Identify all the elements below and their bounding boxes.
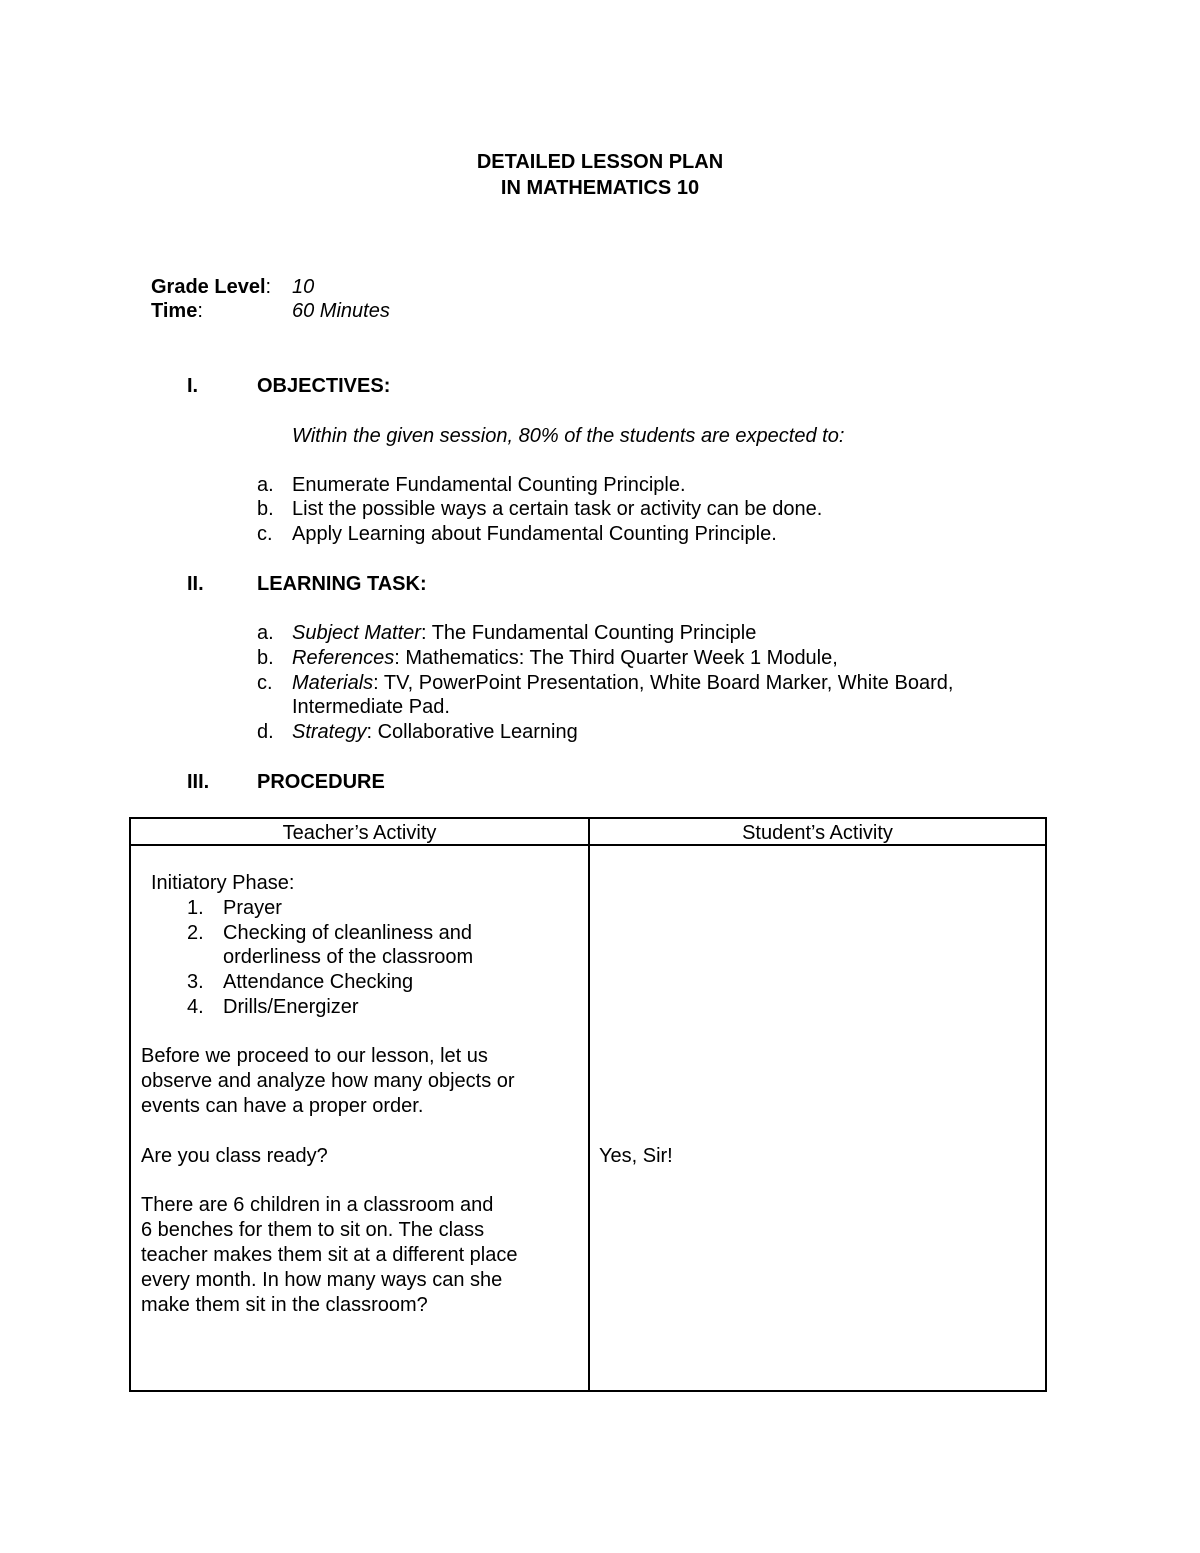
task-label: Strategy: [292, 721, 367, 743]
task-text: : Mathematics: The Third Quarter Week 1 Module,: [394, 647, 838, 669]
task-item-strategy: [292, 720, 578, 744]
task-letter: a.: [257, 622, 274, 644]
task-text: : Collaborative Learning: [366, 721, 578, 743]
problem-paragraph-line: There are 6 children in a classroom and: [141, 1194, 494, 1216]
objective-letter: b.: [257, 498, 274, 520]
task-letter: c.: [257, 672, 273, 694]
task-item-references: [292, 646, 838, 670]
time-value: 60 Minutes: [292, 300, 390, 322]
objectives-numeral: I.: [187, 375, 199, 397]
phase-item-number: 1.: [187, 897, 204, 919]
phase-item-text: Drills/Energizer: [223, 996, 359, 1018]
document-title-line1: DETAILED LESSON PLAN: [476, 151, 724, 173]
intro-paragraph-line: events can have a proper order.: [141, 1095, 424, 1117]
task-label: References: [292, 647, 395, 669]
procedure-heading: PROCEDURE: [257, 771, 385, 793]
table-column-divider: [588, 819, 590, 1390]
task-text: : The Fundamental Counting Principle: [420, 622, 757, 644]
procedure-numeral: III.: [187, 771, 210, 793]
problem-paragraph-line: teacher makes them sit at a different place: [141, 1244, 518, 1266]
time-row: [151, 299, 203, 323]
problem-paragraph-line: 6 benches for them to sit on. The class: [141, 1219, 485, 1241]
task-letter: d.: [257, 721, 274, 743]
initiatory-phase-label: Initiatory Phase:: [151, 872, 295, 894]
task-label: Materials: [292, 672, 374, 694]
task-letter: b.: [257, 647, 274, 669]
grade-level-label: Grade Level: [151, 276, 266, 298]
document-title-line2: IN MATHEMATICS 10: [500, 177, 700, 199]
phase-item-text: Attendance Checking: [223, 971, 414, 993]
grade-level-value: 10: [292, 276, 315, 298]
phase-item-number: 4.: [187, 996, 204, 1018]
objective-text: Apply Learning about Fundamental Counting Principle.: [292, 523, 777, 545]
problem-paragraph-line: make them sit in the classroom?: [141, 1294, 428, 1316]
objective-text: List the possible ways a certain task or activity can be done.: [292, 498, 823, 520]
objective-letter: a.: [257, 474, 274, 496]
teacher-activity-header: Teacher’s Activity: [282, 822, 437, 844]
intro-paragraph-line: observe and analyze how many objects or: [141, 1070, 515, 1092]
objective-letter: c.: [257, 523, 273, 545]
objectives-intro: Within the given session, 80% of the students are expected to:: [292, 425, 845, 447]
learning-task-numeral: II.: [187, 573, 204, 595]
phase-item-text: Prayer: [223, 897, 282, 919]
objectives-heading: OBJECTIVES:: [257, 375, 391, 397]
task-text-continued: Intermediate Pad.: [292, 696, 450, 718]
time-label: Time: [151, 300, 198, 322]
phase-item-text: Checking of cleanliness and: [223, 922, 473, 944]
time-colon: :: [197, 300, 203, 322]
grade-level-colon: :: [265, 276, 272, 298]
grade-level-row: [151, 275, 271, 299]
intro-paragraph-line: Before we proceed to our lesson, let us: [141, 1045, 488, 1067]
task-item-materials: [292, 671, 953, 695]
phase-item-number: 2.: [187, 922, 204, 944]
task-text: : TV, PowerPoint Presentation, White Board Marker, White Board,: [373, 672, 954, 694]
student-activity-header: Student’s Activity: [742, 822, 893, 844]
problem-paragraph-line: every month. In how many ways can she: [141, 1269, 503, 1291]
task-item-subject-matter: [292, 621, 756, 645]
learning-task-heading: LEARNING TASK:: [257, 573, 427, 595]
phase-item-text-continued: orderliness of the classroom: [223, 946, 474, 968]
phase-item-number: 3.: [187, 971, 204, 993]
teacher-question: Are you class ready?: [141, 1145, 328, 1167]
student-answer: Yes, Sir!: [599, 1145, 673, 1167]
objective-text: Enumerate Fundamental Counting Principle.: [292, 474, 686, 496]
task-label: Subject Matter: [292, 622, 421, 644]
